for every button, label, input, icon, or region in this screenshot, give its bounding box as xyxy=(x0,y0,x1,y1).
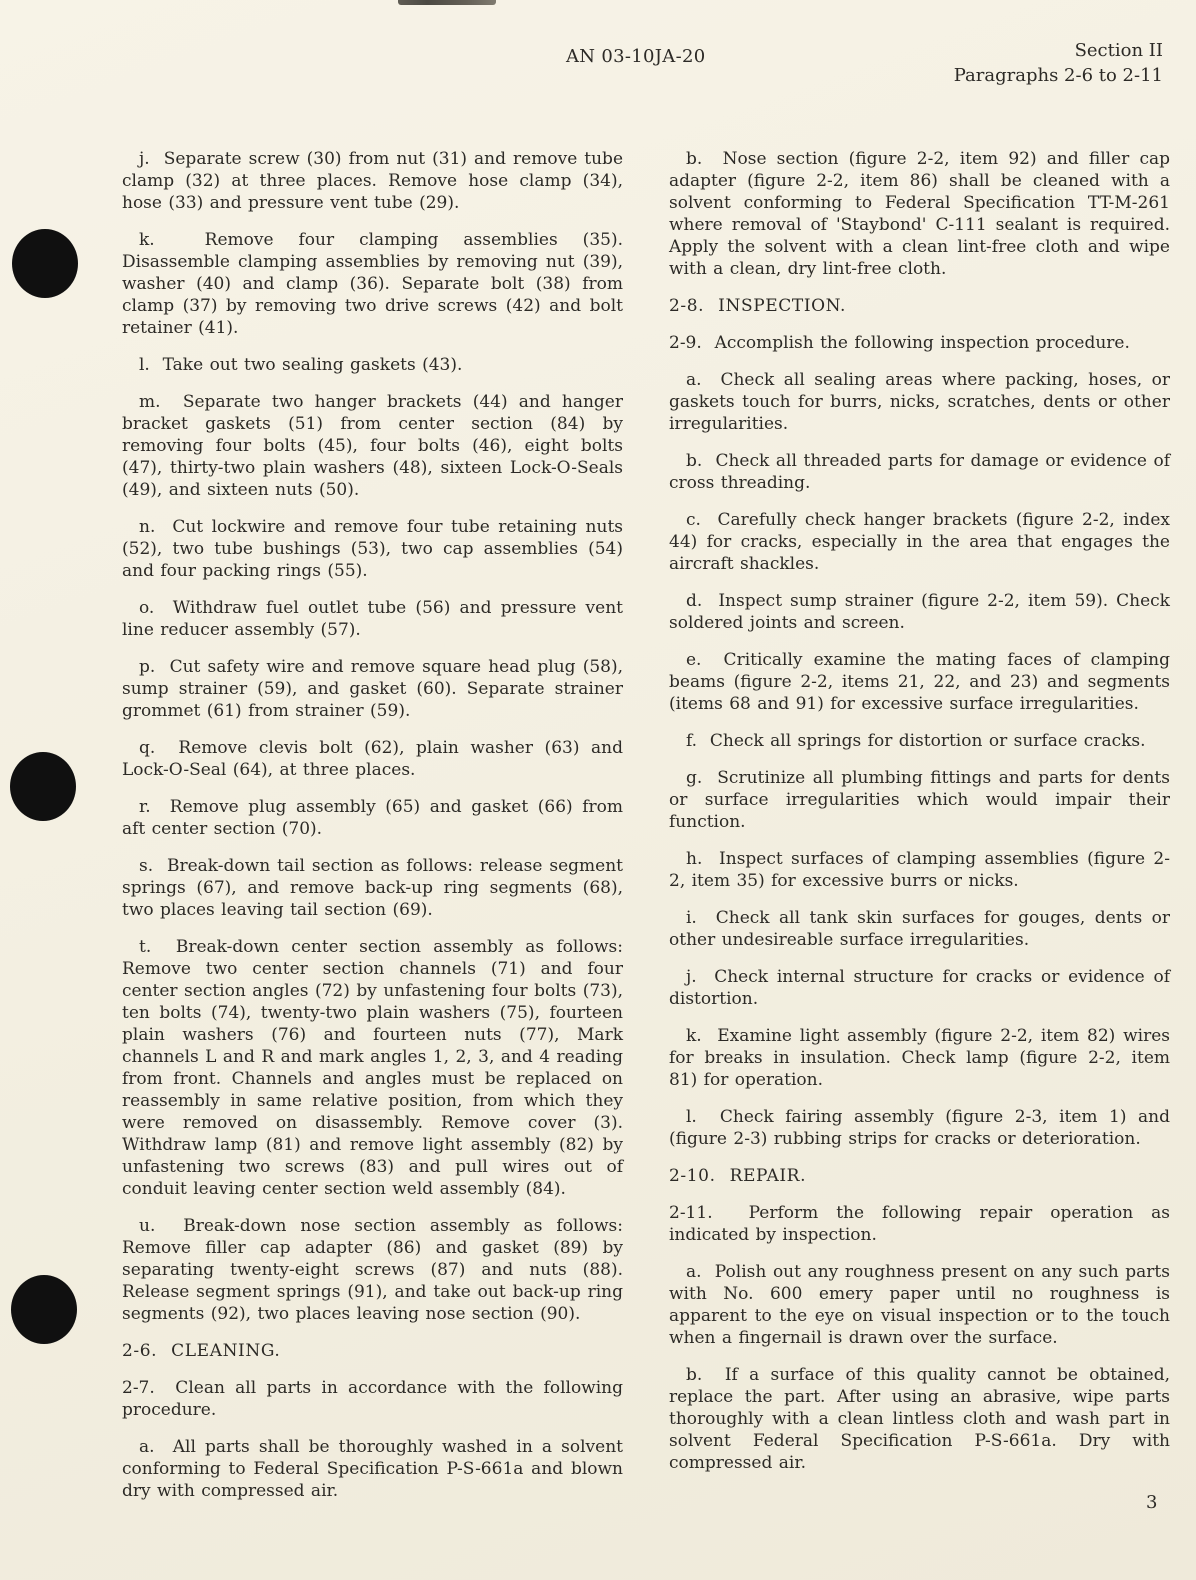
paragraph: g. Scrutinize all plumbing fittings and parts for dents or surface irregularities which would impair their function. xyxy=(669,768,1170,832)
section-heading: 2-8. INSPECTION. xyxy=(669,296,847,316)
paragraph: j. Separate screw (30) from nut (31) and remove tube clamp (32) at three places. Remove hose clamp (34), hose (33) and pressure vent tube (29). xyxy=(122,149,623,213)
paragraph: n. Cut lockwire and remove four tube retaining nuts (52), two tube bushings (53), two cap assemblies (54) and four packing rings (55). xyxy=(122,517,623,581)
paragraph: k. Examine light assembly (figure 2-2, item 82) wires for breaks in insulation. Check lamp (figure 2-2, item 81) for operation. xyxy=(669,1026,1170,1090)
paragraph: m. Separate two hanger brackets (44) and hanger bracket gaskets (51) from center section (84) by removing four bolts (45), four bolts (46), eight bolts (47), thirty-two plain washers (48), sixteen Lock-O-Seals (49), and sixteen nuts (50). xyxy=(122,392,623,500)
paragraph: h. Inspect surfaces of clamping assemblies (figure 2-2, item 35) for excessive burrs or nicks. xyxy=(669,849,1170,891)
hole-punch-dot xyxy=(11,1275,77,1344)
paragraph: e. Critically examine the mating faces of clamping beams (figure 2-2, items 21, 22, and 23) and segments (items 68 and 91) for excessive surface irregularities. xyxy=(669,650,1170,714)
section-heading: 2-10. REPAIR. xyxy=(669,1166,807,1186)
right-column xyxy=(669,148,1170,1517)
paragraph: k. Remove four clamping assemblies (35). Disassemble clamping assemblies by removing nut (39), washer (40) and clamp (36). Separate bolt (38) from clamp (37) by removing two drive screws (42) and bolt retainer (41). xyxy=(122,230,623,338)
doc-number: AN 03-10JA-20 xyxy=(566,46,706,67)
paragraph: b. Check all threaded parts for damage or evidence of cross threading. xyxy=(669,451,1170,493)
paragraph: s. Break-down tail section as follows: release segment springs (67), and remove back-up ring segments (68), two places leaving tail section (69). xyxy=(122,856,623,920)
left-column xyxy=(122,148,623,1517)
paragraph: a. All parts shall be thoroughly washed in a solvent conforming to Federal Specification P-S-661a and blown dry with compressed air. xyxy=(122,1437,623,1501)
paragraph: a. Polish out any roughness present on any such parts with No. 600 emery paper until no roughness is apparent to the eye on visual inspection or to the touch when a fingernail is drawn over the surface. xyxy=(669,1262,1170,1348)
page-number: 3 xyxy=(1146,1492,1158,1513)
two-column-text xyxy=(122,148,1170,1517)
paragraph: 2-7. Clean all parts in accordance with the following procedure. xyxy=(122,1378,623,1420)
paragraph: r. Remove plug assembly (65) and gasket (66) from aft center section (70). xyxy=(122,797,623,839)
paragraph: i. Check all tank skin surfaces for gouges, dents or other undesireable surface irregularities. xyxy=(669,908,1170,950)
paragraph: q. Remove clevis bolt (62), plain washer (63) and Lock-O-Seal (64), at three places. xyxy=(122,738,623,780)
paragraph: p. Cut safety wire and remove square head plug (58), sump strainer (59), and gasket (60). Separate strainer grommet (61) from strainer (59). xyxy=(122,657,623,721)
paragraph: o. Withdraw fuel outlet tube (56) and pressure vent line reducer assembly (57). xyxy=(122,598,623,640)
paragraph: b. If a surface of this quality cannot be obtained, replace the part. After using an abrasive, wipe parts thoroughly with a clean lintless cloth and wash part in solvent Federal Specification P-S-661a. Dry with compressed air. xyxy=(669,1365,1170,1473)
paragraph: j. Check internal structure for cracks or evidence of distortion. xyxy=(669,967,1170,1009)
hole-punch-dot xyxy=(12,229,78,298)
paragraph: t. Break-down center section assembly as follows: Remove two center section channels (71) and four center section angles (72) by unfastening four bolts (73), ten bolts (74), twenty-two plain washers (75), fourteen plain washers (76) and fourteen nuts (77), Mark channels L and R and mark angles 1, 2, 3, and 4 reading from front. Channels and angles must be replaced on reassembly in same relative position, from which they were removed on disassembly. Remove cover (3). Withdraw lamp (81) and remove light assembly (82) by unfastening two screws (83) and pull wires out of conduit leaving center section weld assembly (84). xyxy=(122,937,623,1199)
paragraph: l. Take out two sealing gaskets (43). xyxy=(139,355,463,375)
paragraph: a. Check all sealing areas where packing, hoses, or gaskets touch for burrs, nicks, scratches, dents or other irregularities. xyxy=(669,370,1170,434)
paragraph: 2-11. Perform the following repair operation as indicated by inspection. xyxy=(669,1203,1170,1245)
paragraph-range-label: Paragraphs 2-6 to 2-11 xyxy=(953,65,1163,86)
paragraph: d. Inspect sump strainer (figure 2-2, item 59). Check soldered joints and screen. xyxy=(669,591,1170,633)
page-header-right xyxy=(954,38,1163,88)
section-label: Section II xyxy=(1074,40,1163,61)
paragraph: b. Nose section (figure 2-2, item 92) and filler cap adapter (figure 2-2, item 86) shall be cleaned with a solvent conforming to Federal Specification TT-M-261 where removal of 'Staybond' C-111 sealant is required. Apply the solvent with a clean lint-free cloth and wipe with a clean, dry lint-free cloth. xyxy=(669,149,1170,279)
paragraph: 2-9. Accomplish the following inspection procedure. xyxy=(669,333,1130,353)
paragraph: u. Break-down nose section assembly as follows: Remove filler cap adapter (86) and gasket (89) by separating twenty-eight screws (87) and nuts (88). Release segment springs (91), and take out back-up ring segments (92), two places leaving nose section (90). xyxy=(122,1216,623,1324)
paragraph: c. Carefully check hanger brackets (figure 2-2, index 44) for cracks, especially in the area that engages the aircraft shackles. xyxy=(669,510,1170,574)
hole-punch-dot xyxy=(10,752,76,821)
scan-artifact-smudge xyxy=(398,0,496,5)
paragraph: l. Check fairing assembly (figure 2-3, item 1) and (figure 2-3) rubbing strips for cracks or deterioration. xyxy=(669,1107,1170,1149)
section-heading: 2-6. CLEANING. xyxy=(122,1341,281,1361)
paragraph: f. Check all springs for distortion or surface cracks. xyxy=(686,731,1146,751)
